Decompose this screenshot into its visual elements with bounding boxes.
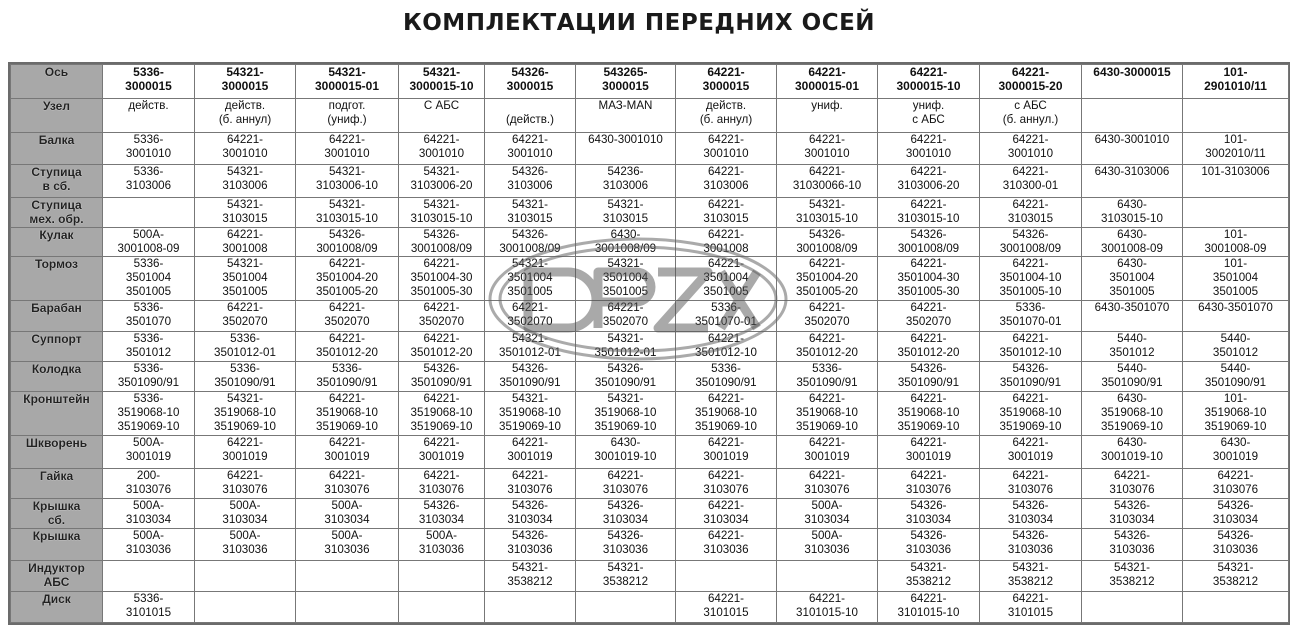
row-label: Гайка — [11, 468, 103, 498]
table-row — [11, 133, 1289, 165]
table-cell: 64221- 3103015-10 — [878, 197, 980, 227]
table-cell: 54326- 3501090/91 — [485, 361, 576, 391]
table-cell: 6430- 3001008-09 — [1082, 227, 1183, 256]
table-cell: 64221- 3103076 — [1082, 468, 1183, 498]
table-cell: подгот. (униф.) — [296, 99, 399, 133]
table-cell: 64221- 3001019 — [195, 436, 296, 468]
column-header-axle: Ось — [11, 65, 103, 99]
column-header: 54321- 3000015-01 — [296, 65, 399, 99]
table-cell: 5440- 3501090/91 — [1183, 361, 1289, 391]
table-cell: 500А- 3103036 — [399, 529, 485, 561]
table-cell — [195, 561, 296, 591]
table-cell: 500А- 3103034 — [296, 498, 399, 528]
table-cell: 5336- 3501012 — [103, 331, 195, 361]
table-cell: 64221- 310300-01 — [980, 165, 1082, 197]
table-cell: 101- 3001008-09 — [1183, 227, 1289, 256]
table-cell: 101- 3002010/11 — [1183, 133, 1289, 165]
table-cell: 64221- 3519068-10 3519069-10 — [777, 392, 878, 436]
table-cell — [1082, 99, 1183, 133]
column-header: 6430-3000015 — [1082, 65, 1183, 99]
table-cell: 64221- 3501004 3501005 — [676, 257, 777, 301]
axle-configuration-table — [10, 64, 1289, 623]
table-row — [11, 561, 1289, 591]
table-cell: 54326- 3001008/09 — [878, 227, 980, 256]
table-cell: 500А- 3103034 — [195, 498, 296, 528]
column-header: 64221- 3000015-01 — [777, 65, 878, 99]
table-cell: униф. — [777, 99, 878, 133]
column-header: 54326- 3000015 — [485, 65, 576, 99]
table-cell: 500А- 3103036 — [195, 529, 296, 561]
table-cell: 54321- 3519068-10 3519069-10 — [195, 392, 296, 436]
table-cell: 54326- 3103034 — [399, 498, 485, 528]
column-header: 54321- 3000015-10 — [399, 65, 485, 99]
table-row — [11, 257, 1289, 301]
table-cell: 54326- 3001008/09 — [485, 227, 576, 256]
table-cell: 6430- 3519068-10 3519069-10 — [1082, 392, 1183, 436]
table-row — [11, 361, 1289, 391]
table-cell: 5336- 3501070-01 — [676, 301, 777, 331]
table-cell: 64221- 3001019 — [777, 436, 878, 468]
table-cell: с АБС (б. аннул.) — [980, 99, 1082, 133]
table-cell: 54321- 3103006 — [195, 165, 296, 197]
table-cell: 64221- 3501012-20 — [296, 331, 399, 361]
table-cell: 5336- 3501012-01 — [195, 331, 296, 361]
table-cell: 54326- 3103036 — [980, 529, 1082, 561]
table-cell: 6430- 3103015-10 — [1082, 197, 1183, 227]
table-cell: 64221- 3001010 — [399, 133, 485, 165]
table-cell: 54326- 3001008/09 — [980, 227, 1082, 256]
row-label: Крышка сб. — [11, 498, 103, 528]
table-cell: 64221- 3501012-20 — [399, 331, 485, 361]
table-cell: 54321- 3538212 — [1183, 561, 1289, 591]
table-cell: униф. с АБС — [878, 99, 980, 133]
table-cell: 500А- 3103034 — [777, 498, 878, 528]
table-cell: 101- 3501004 3501005 — [1183, 257, 1289, 301]
table-cell: 54321- 3103015-10 — [777, 197, 878, 227]
table-cell: 54321- 3519068-10 3519069-10 — [576, 392, 676, 436]
table-cell: 500А- 3001008-09 — [103, 227, 195, 256]
table-cell: С АБС — [399, 99, 485, 133]
table-cell — [195, 591, 296, 622]
column-header: 543265- 3000015 — [576, 65, 676, 99]
table-cell: 64221- 3502070 — [878, 301, 980, 331]
table-cell: 64221- 3501012-20 — [878, 331, 980, 361]
table-cell: 6430-3001010 — [1082, 133, 1183, 165]
table-cell — [1183, 99, 1289, 133]
table-cell: 54326- 3001008/09 — [296, 227, 399, 256]
table-row — [11, 468, 1289, 498]
table-row — [11, 392, 1289, 436]
table-cell: 64221- 3001010 — [296, 133, 399, 165]
table-cell: 64221- 3501004-20 3501005-20 — [777, 257, 878, 301]
table-cell: 54321- 3501004 3501005 — [485, 257, 576, 301]
table-cell: 64221- 3001019 — [878, 436, 980, 468]
table-cell: 54326- 3103034 — [1183, 498, 1289, 528]
table-cell: действ. (б. аннул) — [195, 99, 296, 133]
table-cell: 500А- 3001019 — [103, 436, 195, 468]
table-cell: 54321- 3538212 — [485, 561, 576, 591]
table-cell: 5336- 3501070-01 — [980, 301, 1082, 331]
table-cell: 5336- 3501090/91 — [296, 361, 399, 391]
row-label: Суппорт — [11, 331, 103, 361]
table-cell: 64221- 3103006-20 — [878, 165, 980, 197]
table-cell: 6430- 3001019 — [1183, 436, 1289, 468]
row-label: Кулак — [11, 227, 103, 256]
table-cell: 6430- 3001019-10 — [576, 436, 676, 468]
table-cell: 64221- 3502070 — [296, 301, 399, 331]
table-row — [11, 498, 1289, 528]
table-cell: 6430-3001010 — [576, 133, 676, 165]
table-cell: 54321- 3519068-10 3519069-10 — [485, 392, 576, 436]
table-row — [11, 591, 1289, 622]
row-label: Узел — [11, 99, 103, 133]
table-cell: 64221- 3001008 — [195, 227, 296, 256]
table-cell: 64221- 3001019 — [676, 436, 777, 468]
table-cell: 54321- 3103006-10 — [296, 165, 399, 197]
table-cell: 64221- 3501004-10 3501005-10 — [980, 257, 1082, 301]
table-cell: 200- 3103076 — [103, 468, 195, 498]
table-cell: 54321- 3538212 — [1082, 561, 1183, 591]
table-cell: 64221- 3103036 — [676, 529, 777, 561]
table-cell — [103, 197, 195, 227]
table-cell — [576, 591, 676, 622]
page-title: КОМПЛЕКТАЦИИ ПЕРЕДНИХ ОСЕЙ — [402, 10, 876, 36]
table-cell: 64221- 3502070 — [399, 301, 485, 331]
column-header: 64221- 3000015-20 — [980, 65, 1082, 99]
table-cell: 54326- 3103034 — [485, 498, 576, 528]
table-row — [11, 197, 1289, 227]
table-cell: 64221- 3001019 — [485, 436, 576, 468]
table-cell: 64221- 3502070 — [195, 301, 296, 331]
table-cell: 64221- 3103076 — [777, 468, 878, 498]
table-cell: 54321- 3103006-20 — [399, 165, 485, 197]
table-cell: 5440- 3501012 — [1183, 331, 1289, 361]
table-cell: 54321- 3501004 3501005 — [195, 257, 296, 301]
table-header — [11, 65, 1289, 99]
table-cell: 64221- 3001010 — [485, 133, 576, 165]
table-row — [11, 227, 1289, 256]
table-cell: 54326- 3103006 — [485, 165, 576, 197]
table-cell: 101-3103006 — [1183, 165, 1289, 197]
table-cell: 54321- 3501012-01 — [576, 331, 676, 361]
table-cell: 64221- 3001010 — [980, 133, 1082, 165]
column-header: 5336- 3000015 — [103, 65, 195, 99]
row-label: Тормоз — [11, 257, 103, 301]
column-header: 101- 2901010/11 — [1183, 65, 1289, 99]
table-cell: 54326- 3103034 — [576, 498, 676, 528]
table-cell: 64221- 3103015 — [676, 197, 777, 227]
table-cell: 54321- 3501004 3501005 — [576, 257, 676, 301]
table-cell: 54236- 3103006 — [576, 165, 676, 197]
table-row — [11, 331, 1289, 361]
table-cell: 64221- 3001010 — [195, 133, 296, 165]
table-cell: 64221- 3519068-10 3519069-10 — [878, 392, 980, 436]
table-cell: 54326- 3103034 — [878, 498, 980, 528]
table-row — [11, 436, 1289, 468]
table-cell: 54326- 3501090/91 — [576, 361, 676, 391]
table-cell: 64221- 3001010 — [878, 133, 980, 165]
row-label: Ступица мех. обр. — [11, 197, 103, 227]
table-cell: 6430-3501070 — [1183, 301, 1289, 331]
table-cell: 64221- 3001019 — [399, 436, 485, 468]
table-cell: 5336- 3101015 — [103, 591, 195, 622]
table-cell: 64221- 3519068-10 3519069-10 — [399, 392, 485, 436]
row-label: Ступица в сб. — [11, 165, 103, 197]
table-cell: 5336- 3519068-10 3519069-10 — [103, 392, 195, 436]
table-cell — [399, 591, 485, 622]
table-row — [11, 165, 1289, 197]
table-cell: 64221- 3103076 — [485, 468, 576, 498]
table-cell: 64221- 3501012-20 — [777, 331, 878, 361]
table-cell: 64221- 3103006 — [676, 165, 777, 197]
table-cell: 64221- 3501012-10 — [676, 331, 777, 361]
table-cell: 54326- 3501090/91 — [980, 361, 1082, 391]
table-cell: 64221- 3519068-10 3519069-10 — [296, 392, 399, 436]
table-cell: 54321- 3103015 — [195, 197, 296, 227]
table-cell: 6430- 3001008/09 — [576, 227, 676, 256]
table-cell: 64221- 3103076 — [195, 468, 296, 498]
table-cell: 5336- 3501090/91 — [777, 361, 878, 391]
table-cell: 5440- 3501012 — [1082, 331, 1183, 361]
table-body — [11, 99, 1289, 623]
table-cell — [103, 561, 195, 591]
table-cell: 6430- 3501004 3501005 — [1082, 257, 1183, 301]
table-cell: 54321- 3538212 — [576, 561, 676, 591]
table-cell: 6430-3501070 — [1082, 301, 1183, 331]
table-cell: 64221- 3103076 — [878, 468, 980, 498]
table-cell: 54326- 3001008/09 — [399, 227, 485, 256]
table-cell: 54326- 3103036 — [485, 529, 576, 561]
table-cell: 64221- 3001010 — [676, 133, 777, 165]
table-cell: 64221- 3001019 — [296, 436, 399, 468]
table-cell: 500А- 3103036 — [103, 529, 195, 561]
table-cell: 5336- 3501090/91 — [103, 361, 195, 391]
table-cell — [296, 591, 399, 622]
table-cell: 5336- 3501090/91 — [195, 361, 296, 391]
table-cell: 64221- 3001019 — [980, 436, 1082, 468]
table-row — [11, 301, 1289, 331]
row-label: Колодка — [11, 361, 103, 391]
table-cell: 64221- 3101015 — [676, 591, 777, 622]
table-cell: 64221- 3501004-20 3501005-20 — [296, 257, 399, 301]
table-cell: 64221- 3501004-30 3501005-30 — [878, 257, 980, 301]
table-cell: 64221- 3103076 — [399, 468, 485, 498]
table-cell: 54326- 3103036 — [1082, 529, 1183, 561]
table-cell: 500А- 3103036 — [296, 529, 399, 561]
table-cell: 54326- 3103036 — [1183, 529, 1289, 561]
table-cell: 64221- 3103076 — [1183, 468, 1289, 498]
table-cell: 6430- 3001019-10 — [1082, 436, 1183, 468]
table-cell: 64221- 3103015 — [980, 197, 1082, 227]
table-cell: 500А- 3103036 — [777, 529, 878, 561]
table-cell: 54321- 3538212 — [878, 561, 980, 591]
row-label: Барабан — [11, 301, 103, 331]
table-cell: 54326- 3001008/09 — [777, 227, 878, 256]
table-cell: 5336- 3501070 — [103, 301, 195, 331]
table-cell: 64221- 3519068-10 3519069-10 — [980, 392, 1082, 436]
table-cell: 54321- 3103015-10 — [296, 197, 399, 227]
table-cell: 54321- 3103015 — [576, 197, 676, 227]
row-label: Кронштейн — [11, 392, 103, 436]
table-cell: 500А- 3103034 — [103, 498, 195, 528]
table-cell: 54321- 3538212 — [980, 561, 1082, 591]
table-cell: 64221- 3103076 — [980, 468, 1082, 498]
table-cell: 101- 3519068-10 3519069-10 — [1183, 392, 1289, 436]
table-cell: 54321- 3501012-01 — [485, 331, 576, 361]
table-cell: 64221- 3103076 — [296, 468, 399, 498]
column-header: 64221- 3000015 — [676, 65, 777, 99]
table-cell: 54326- 3103036 — [878, 529, 980, 561]
table-cell: 54326- 3103034 — [1082, 498, 1183, 528]
column-header: 54321- 3000015 — [195, 65, 296, 99]
table-cell: 64221- 3103076 — [576, 468, 676, 498]
table-cell: 6430-3103006 — [1082, 165, 1183, 197]
row-label: Крышка — [11, 529, 103, 561]
table-cell: МАЗ-MAN — [576, 99, 676, 133]
table-cell: 5336- 3501004 3501005 — [103, 257, 195, 301]
row-label: Диск — [11, 591, 103, 622]
table-cell: 64221- 31030066-10 — [777, 165, 878, 197]
table-cell: 54326- 3103036 — [576, 529, 676, 561]
table-cell — [485, 591, 576, 622]
table-cell: 54326- 3103034 — [980, 498, 1082, 528]
table-cell: 64221- 3101015-10 — [878, 591, 980, 622]
header-row — [11, 65, 1289, 99]
row-label: Балка — [11, 133, 103, 165]
table-cell — [676, 561, 777, 591]
table-cell: 64221- 3103034 — [676, 498, 777, 528]
table-cell: 54321- 3103015-10 — [399, 197, 485, 227]
column-header: 64221- 3000015-10 — [878, 65, 980, 99]
table-cell: 64221- 3501004-30 3501005-30 — [399, 257, 485, 301]
table-cell: 64221- 3001008 — [676, 227, 777, 256]
table-row — [11, 529, 1289, 561]
table-cell — [1183, 591, 1289, 622]
table-cell: 64221- 3101015-10 — [777, 591, 878, 622]
table-cell: 54321- 3103015 — [485, 197, 576, 227]
table-cell: 64221- 3502070 — [777, 301, 878, 331]
table-cell: действ. (б. аннул) — [676, 99, 777, 133]
table-cell: 64221- 3502070 — [576, 301, 676, 331]
table-cell: 64221- 3502070 — [485, 301, 576, 331]
table-cell: 64221- 3501012-10 — [980, 331, 1082, 361]
table-cell: 54326- 3501090/91 — [878, 361, 980, 391]
table-cell — [777, 561, 878, 591]
table-cell — [296, 561, 399, 591]
table-cell: действ. — [103, 99, 195, 133]
table-cell: 5336- 3501090/91 — [676, 361, 777, 391]
table-cell: 64221- 3101015 — [980, 591, 1082, 622]
table-cell: 64221- 3103076 — [676, 468, 777, 498]
row-label: Шкворень — [11, 436, 103, 468]
table-cell: 5336- 3001010 — [103, 133, 195, 165]
table-cell: (действ.) — [485, 99, 576, 133]
table-row — [11, 99, 1289, 133]
table-cell — [1082, 591, 1183, 622]
table-cell — [1183, 197, 1289, 227]
table-cell: 54326- 3501090/91 — [399, 361, 485, 391]
table-cell: 5440- 3501090/91 — [1082, 361, 1183, 391]
row-label: Индуктор АБС — [11, 561, 103, 591]
table-cell: 5336- 3103006 — [103, 165, 195, 197]
table-cell: 64221- 3519068-10 3519069-10 — [676, 392, 777, 436]
table-cell: 64221- 3001010 — [777, 133, 878, 165]
table-cell — [399, 561, 485, 591]
